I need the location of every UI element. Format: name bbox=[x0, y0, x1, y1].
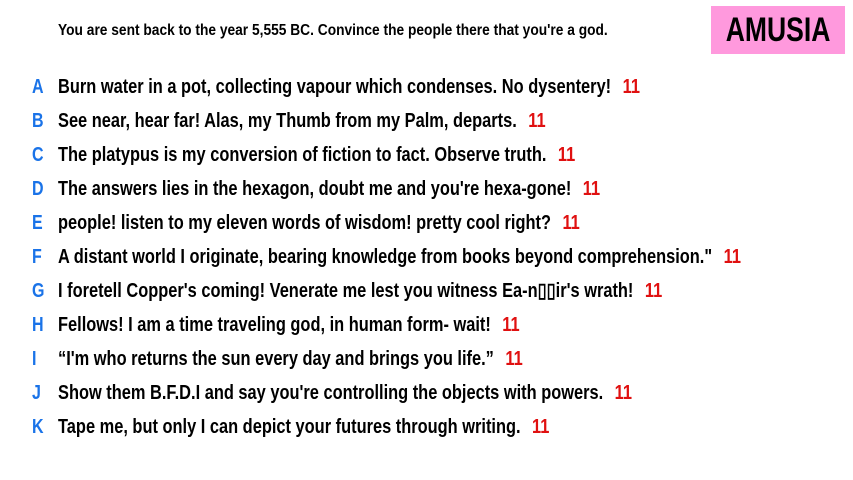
answer-letter: C bbox=[32, 144, 44, 166]
answer-score: 11 bbox=[614, 382, 632, 404]
answer-letter: K bbox=[32, 416, 44, 438]
answer-row bbox=[0, 276, 853, 306]
answer-letter: A bbox=[32, 76, 44, 98]
answer-row bbox=[0, 208, 853, 238]
answer-text: I foretell Copper's coming! Venerate me lest you witness Ea-n▯▯ir's wrath! bbox=[58, 280, 634, 302]
answer-text: people! listen to my eleven words of wisdom! pretty cool right? bbox=[58, 212, 551, 234]
answer-row bbox=[0, 106, 853, 136]
answer-text: The answers lies in the hexagon, doubt me and you're hexa-gone! bbox=[58, 178, 572, 200]
answer-text: Fellows! I am a time traveling god, in human form- wait! bbox=[58, 314, 491, 336]
answer-row bbox=[0, 310, 853, 340]
answer-row bbox=[0, 140, 853, 170]
answer-text: Tape me, but only I can depict your futures through writing. bbox=[58, 416, 521, 438]
answer-letter: B bbox=[32, 110, 44, 132]
answer-score: 11 bbox=[582, 178, 601, 200]
answer-letter: H bbox=[32, 314, 44, 336]
answer-score: 11 bbox=[557, 144, 576, 166]
answer-score: 11 bbox=[502, 314, 520, 336]
answer-row bbox=[0, 378, 853, 408]
answer-score: 11 bbox=[644, 280, 663, 302]
answer-text: Burn water in a pot, collecting vapour which condenses. No dysentery! bbox=[58, 76, 612, 98]
answer-score: 11 bbox=[528, 110, 546, 132]
answer-letter: J bbox=[32, 382, 41, 404]
question-prompt: You are sent back to the year 5,555 BC. Convince the people there that you're a god. bbox=[58, 22, 608, 39]
amusia-logo bbox=[711, 6, 845, 54]
answer-row bbox=[0, 174, 853, 204]
answer-row bbox=[0, 242, 853, 272]
answer-score: 11 bbox=[622, 76, 640, 98]
answer-text: “I'm who returns the sun every day and brings you life.” bbox=[58, 348, 494, 370]
answer-letter: G bbox=[32, 280, 45, 302]
answer-letter: D bbox=[32, 178, 44, 200]
answer-letter: E bbox=[32, 212, 43, 234]
answer-row bbox=[0, 412, 853, 442]
answer-score: 11 bbox=[723, 246, 741, 268]
answer-letter: I bbox=[32, 348, 37, 370]
answer-text: The platypus is my conversion of fiction to fact. Observe truth. bbox=[58, 144, 547, 166]
answer-score: 11 bbox=[562, 212, 580, 234]
answer-letter: F bbox=[32, 246, 42, 268]
answer-row bbox=[0, 72, 853, 102]
logo-text: AMUSIA bbox=[725, 10, 831, 49]
answer-text: Show them B.F.D.I and say you're controlling the objects with powers. bbox=[58, 382, 604, 404]
answer-score: 11 bbox=[532, 416, 550, 438]
answer-text: A distant world I originate, bearing knowledge from books beyond comprehension." bbox=[58, 246, 713, 268]
answer-text: See near, hear far! Alas, my Thumb from my Palm, departs. bbox=[58, 110, 517, 132]
answer-row bbox=[0, 344, 853, 374]
answer-score: 11 bbox=[505, 348, 523, 370]
